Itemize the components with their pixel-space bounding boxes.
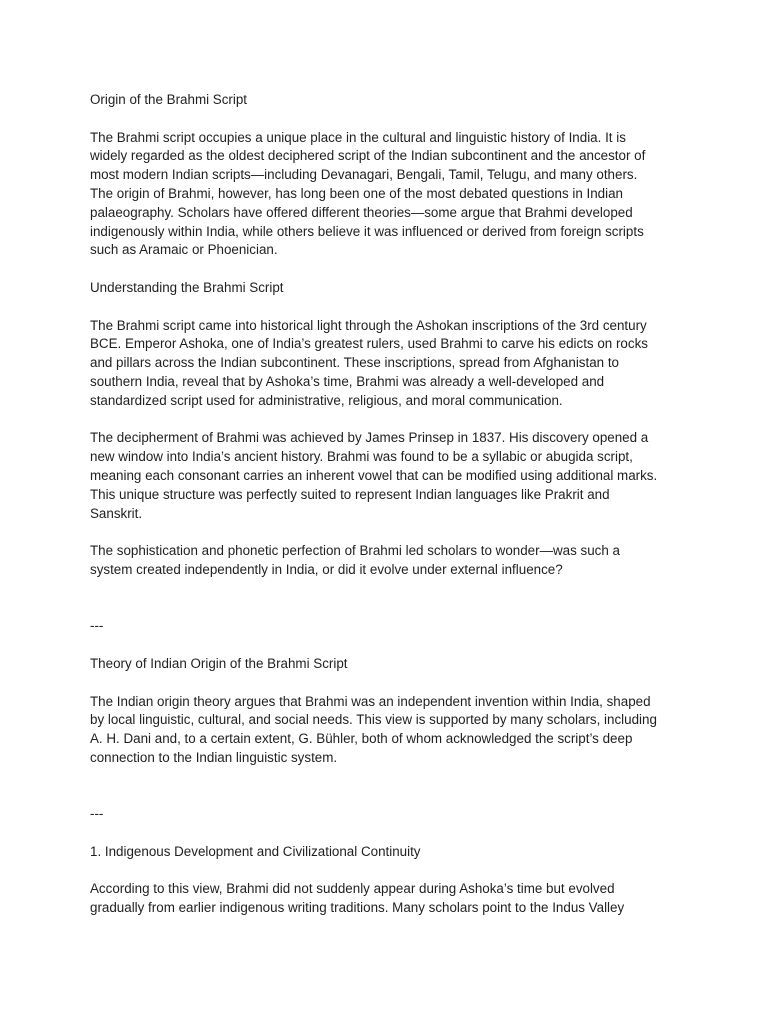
section-heading-understanding: Understanding the Brahmi Script	[90, 279, 284, 295]
paragraph-decipherment: The decipherment of Brahmi was achieved by James Prinsep in 1837. His discovery opened a new window into India’s ancient history. Brahmi was found to be a syllabic or abugida script, meaning each consonant carries an inherent vowel that can be modified using additional marks. This unique structure was perfectly suited to represent Indian languages like Prakrit and Sanskrit.	[90, 430, 658, 521]
paragraph-indian-origin-theory: The Indian origin theory argues that Brahmi was an independent invention within India, shaped by local linguistic, cultural, and social needs. This view is supported by many scholars, including A. H. Dani and, to a certain extent, G. Bühler, both of whom acknowledged the script’s deep connection to the Indian linguistic system.	[90, 693, 657, 765]
document-title: Origin of the Brahmi Script	[90, 92, 248, 107]
section-heading-indian-origin: Theory of Indian Origin of the Brahmi Script	[90, 655, 348, 671]
section-separator: ---	[90, 618, 104, 634]
section-heading-indigenous-development: 1. Indigenous Development and Civilizational Continuity	[90, 843, 421, 859]
paragraph-indigenous-view: According to this view, Brahmi did not suddenly appear during Ashoka’s time but evolved gradually from earlier indigenous writing traditions. Many scholars point to the Indus Valley	[90, 881, 625, 916]
document-body	[90, 91, 682, 937]
paragraph-sophistication: The sophistication and phonetic perfection of Brahmi led scholars to wonder—was such a system created independently in India, or did it evolve under external influence?	[90, 543, 620, 577]
intro-paragraph: The Brahmi script occupies a unique place in the cultural and linguistic history of India. It is widely regarded as the oldest deciphered script of the Indian subcontinent and the ancestor of most modern Indian scripts—including Devanagari, Bengali, Tamil, Telugu, and many others. The origin of Brahmi, however, has long been one of the most debated questions in Indian palaeography. Scholars have offered different theories—some argue that Brahmi developed indigenously within India, while others believe it was influenced or derived from foreign scripts such as Aramaic or Phoenician.	[90, 129, 646, 258]
section-separator: ---	[90, 806, 104, 822]
paragraph-ashokan-inscriptions: The Brahmi script came into historical light through the Ashokan inscriptions of the 3rd century BCE. Emperor Ashoka, one of India’s greatest rulers, used Brahmi to carve his edicts on rocks and pillars across the Indian subcontinent. These inscriptions, spread from Afghanistan to southern India, reveal that by Ashoka’s time, Brahmi was already a well-developed and standardized script used for administrative, religious, and moral communication.	[90, 317, 648, 408]
